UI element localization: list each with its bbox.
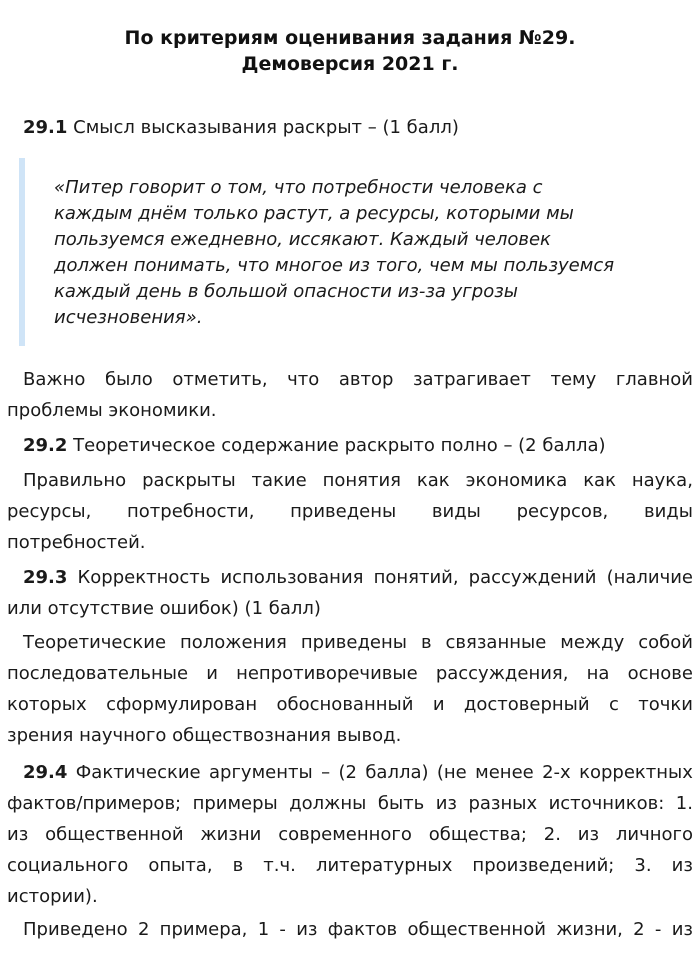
word: (2	[338, 762, 357, 783]
criterion-number: 29.3	[23, 567, 68, 588]
justified-line	[7, 496, 693, 527]
word: из	[671, 855, 693, 876]
word: использования	[220, 567, 364, 588]
paragraph-explanation-4	[7, 914, 693, 945]
criterion-29-3	[7, 562, 693, 624]
word: 3.	[634, 855, 652, 876]
word: обоснованный	[276, 694, 414, 715]
quote-line: «Питер говорит о том, что потребности человека с	[54, 177, 543, 198]
word: из	[296, 919, 318, 940]
word: из	[671, 919, 693, 940]
justified-line	[7, 819, 693, 850]
word: -	[654, 919, 662, 940]
word: понятий,	[373, 567, 459, 588]
quote-line: пользуемся ежедневно, иссякают. Каждый человек	[54, 229, 551, 250]
word: виды	[431, 501, 481, 522]
word: общественной	[45, 824, 184, 845]
word: Корректность	[77, 567, 211, 588]
word: раскрыты	[142, 470, 236, 491]
word: рассуждения,	[435, 663, 569, 684]
word: –	[321, 762, 331, 783]
word: ресурсы,	[7, 501, 92, 522]
word: жизни	[200, 824, 262, 845]
justified-line	[7, 658, 693, 689]
word: точки	[638, 694, 693, 715]
paragraph-explanation-1	[7, 364, 693, 426]
paragraph-explanation-3	[7, 627, 693, 751]
justified-line	[7, 914, 693, 945]
justified-line	[7, 788, 693, 819]
word: примеры	[192, 793, 278, 814]
last-line: проблемы экономики.	[7, 400, 217, 421]
word: (наличие	[606, 567, 693, 588]
word: автор	[338, 369, 394, 390]
criterion-line	[7, 562, 693, 593]
word: достоверный	[463, 694, 590, 715]
word: опыта,	[148, 855, 213, 876]
word: и	[206, 663, 218, 684]
word: между	[560, 632, 625, 653]
word: Фактические	[75, 762, 201, 783]
word: источников:	[548, 793, 665, 814]
word: общественной	[407, 919, 546, 940]
word: тему	[550, 369, 597, 390]
justified-line	[7, 627, 693, 658]
word: на	[586, 663, 610, 684]
word: непротиворечивые	[236, 663, 418, 684]
justified-line	[7, 364, 693, 395]
word: социального	[7, 855, 129, 876]
paragraph-explanation-2	[7, 465, 693, 558]
last-line: истории).	[7, 886, 98, 907]
word: быть	[377, 793, 425, 814]
word: в	[232, 855, 244, 876]
word: в	[420, 632, 432, 653]
word: которых	[7, 694, 87, 715]
page-title	[0, 25, 700, 77]
word: последовательные	[7, 663, 189, 684]
criterion-line	[7, 430, 693, 461]
word: рассуждений	[468, 567, 597, 588]
title-line-1: По критериям оценивания задания №29.	[124, 27, 576, 49]
word: и	[432, 694, 445, 715]
word: из	[435, 793, 457, 814]
word: как	[583, 470, 616, 491]
word: -	[279, 919, 286, 940]
word: такие	[251, 470, 307, 491]
word: фактов/примеров;	[7, 793, 182, 814]
criterion-text: Теоретическое содержание раскрыто полно – (2 балла)	[73, 435, 606, 456]
word: понятия	[322, 470, 401, 491]
quote-line: каждый день в большой опасности из-за угрозы	[54, 281, 518, 302]
quote-line: исчезновения».	[54, 307, 203, 328]
word: связанные	[445, 632, 547, 653]
word: основе	[627, 663, 693, 684]
word: отметить,	[172, 369, 268, 390]
word: ресурсов,	[516, 501, 609, 522]
word: литературных	[315, 855, 453, 876]
word: личного	[615, 824, 693, 845]
word: 1	[257, 919, 270, 940]
word: 2-х	[542, 762, 571, 783]
justified-line	[7, 689, 693, 720]
word: 2	[633, 919, 645, 940]
word: виды	[643, 501, 693, 522]
word: как	[416, 470, 450, 491]
quote-text	[54, 175, 674, 331]
word: затрагивает	[412, 369, 531, 390]
word: положения	[180, 632, 287, 653]
word: менее	[475, 762, 534, 783]
criterion-line	[7, 757, 693, 788]
criterion-text: Смысл высказывания раскрыт – (1 балл)	[73, 117, 459, 138]
word: из	[7, 824, 29, 845]
word: Приведено	[23, 919, 128, 940]
word: собой	[638, 632, 693, 653]
word: сформулирован	[106, 694, 258, 715]
word: что	[287, 369, 320, 390]
word: разных	[468, 793, 538, 814]
criterion-29-4	[7, 757, 693, 912]
last-line: потребностей.	[7, 532, 146, 553]
quote-line: должен понимать, что многое из того, чем мы пользуемся	[54, 255, 615, 276]
word: потребности,	[127, 501, 255, 522]
word: приведены	[290, 501, 397, 522]
criterion-number: 29.1	[23, 117, 68, 138]
quote-line: каждым днём только растут, а ресурсы, которыми мы	[54, 203, 574, 224]
word: общества;	[428, 824, 527, 845]
criterion-number: 29.2	[23, 435, 68, 456]
word: было	[104, 369, 153, 390]
word: 1.	[675, 793, 693, 814]
word: наука,	[631, 470, 693, 491]
last-line: или отсутствие ошибок) (1 балл)	[7, 598, 321, 619]
justified-line	[7, 850, 693, 881]
word: 2.	[543, 824, 561, 845]
word: Теоретические	[23, 632, 167, 653]
word: примера,	[159, 919, 248, 940]
quote-block	[19, 158, 680, 346]
word: современного	[278, 824, 412, 845]
word: т.ч.	[263, 855, 296, 876]
title-line-2: Демоверсия 2021 г.	[241, 53, 459, 75]
word: фактов	[327, 919, 398, 940]
last-line: зрения научного обществознания вывод.	[7, 725, 402, 746]
criterion-29-1	[23, 115, 693, 141]
word: должны	[289, 793, 367, 814]
word: Правильно	[23, 470, 127, 491]
word: (не	[436, 762, 467, 783]
word: с	[608, 694, 619, 715]
word: корректных	[579, 762, 693, 783]
word: жизни,	[556, 919, 623, 940]
word: 2	[137, 919, 150, 940]
word: произведений;	[472, 855, 615, 876]
word: экономика	[465, 470, 568, 491]
criterion-29-2	[7, 430, 693, 461]
word: приведены	[300, 632, 407, 653]
criterion-number: 29.4	[23, 762, 68, 783]
word: главной	[615, 369, 693, 390]
word: аргументы	[209, 762, 313, 783]
word: из	[577, 824, 600, 845]
word: балла)	[365, 762, 429, 783]
justified-line	[7, 465, 693, 496]
word: Важно	[23, 369, 86, 390]
